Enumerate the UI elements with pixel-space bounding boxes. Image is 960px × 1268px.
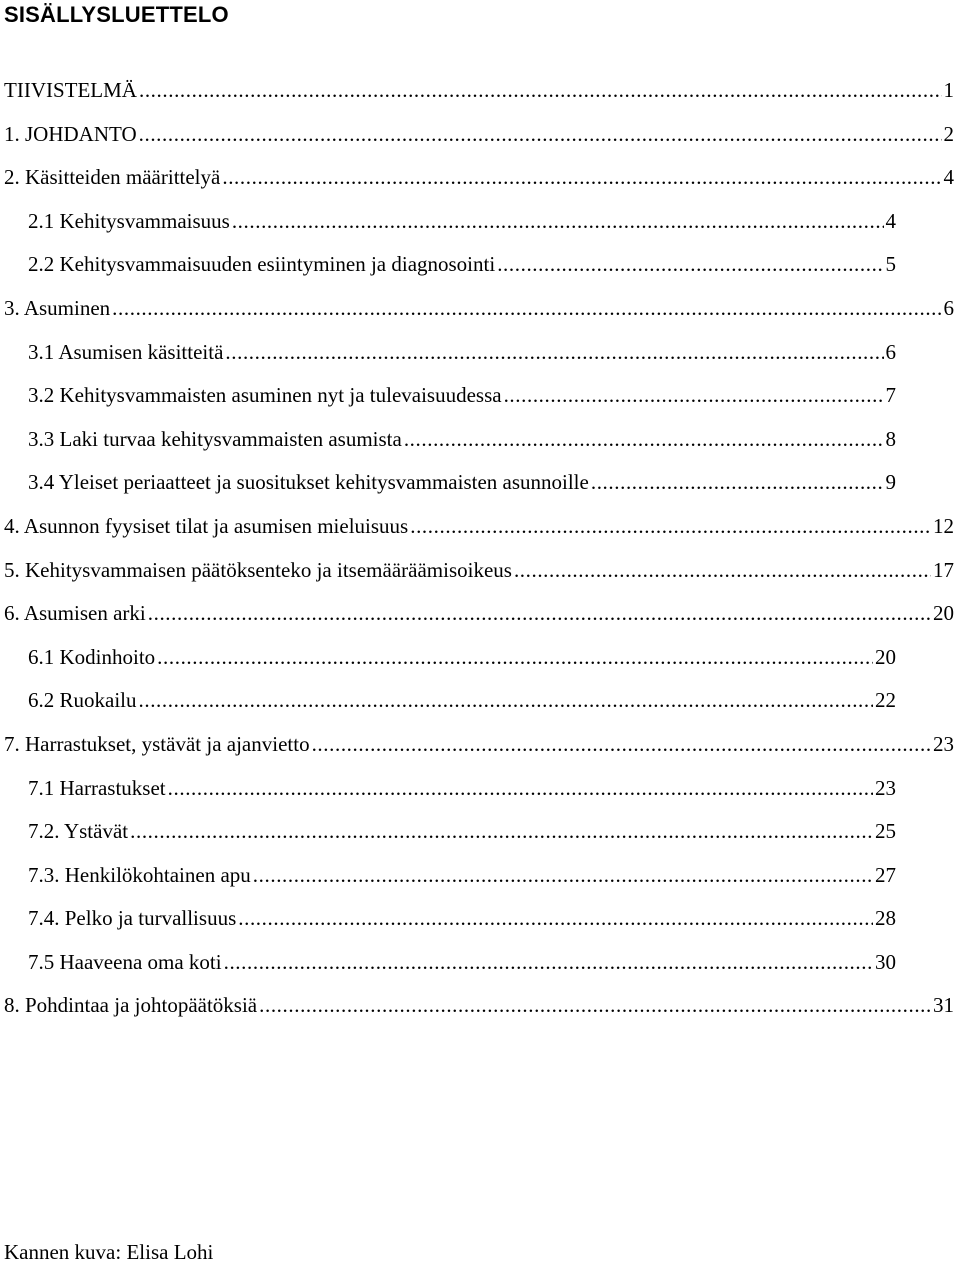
toc-entry[interactable] xyxy=(0,593,960,637)
page-title: SISÄLLYSLUETTELO xyxy=(4,2,229,27)
toc-entry[interactable] xyxy=(0,811,960,855)
toc-entry[interactable] xyxy=(0,550,960,594)
toc-leader-dots xyxy=(259,985,931,1025)
toc-entry[interactable] xyxy=(0,462,960,506)
cover-image-credit: Kannen kuva: Elisa Lohi xyxy=(4,1240,214,1264)
toc-leader-dots xyxy=(238,898,873,938)
toc-leader-dots xyxy=(222,157,941,197)
toc-entry-page-number: 9 xyxy=(885,470,896,495)
toc-entry-label: 2.2 Kehitysvammaisuuden esiintyminen ja diagnosointi xyxy=(28,252,496,277)
toc-entry-label: 7.1 Harrastukset xyxy=(28,775,166,800)
toc-entry-page-number: 27 xyxy=(875,862,896,887)
toc-entry-label: 7. Harrastukset, ystävät ja ajanvietto xyxy=(4,731,310,756)
toc-entry-label: 3.1 Asumisen käsitteitä xyxy=(28,339,224,364)
toc-entry[interactable] xyxy=(0,506,960,550)
toc-leader-dots xyxy=(224,942,873,982)
toc-entry-page-number: 4 xyxy=(943,165,954,190)
toc-entry-page-number: 6 xyxy=(885,339,896,364)
toc-entry-page-number: 12 xyxy=(933,513,954,538)
toc-entry[interactable] xyxy=(0,332,960,376)
toc-leader-dots xyxy=(157,637,873,677)
toc-leader-dots xyxy=(139,680,874,720)
toc-entry-label: 7.5 Haaveena oma koti xyxy=(28,949,222,974)
toc-entry-page-number: 30 xyxy=(875,949,896,974)
toc-entry-page-number: 1 xyxy=(943,78,954,102)
toc-entry[interactable] xyxy=(0,724,960,768)
toc-entry-label: 3.4 Yleiset periaatteet ja suositukset kehitysvammaisten asunnoille xyxy=(28,470,589,495)
toc-entry[interactable] xyxy=(0,244,960,288)
toc-leader-dots xyxy=(497,244,883,284)
toc-entry-page-number: 7 xyxy=(885,383,896,408)
toc-leader-dots xyxy=(232,201,884,241)
toc-leader-dots xyxy=(514,550,931,590)
toc-entry-page-number: 17 xyxy=(933,557,954,582)
toc-entry-page-number: 4 xyxy=(885,208,896,233)
toc-entry-page-number: 5 xyxy=(885,252,896,277)
toc-leader-dots xyxy=(112,288,941,328)
toc-entry[interactable] xyxy=(0,375,960,419)
toc-entry[interactable] xyxy=(0,637,960,681)
toc-entry-page-number: 20 xyxy=(933,601,954,626)
toc-entry-page-number: 31 xyxy=(933,993,954,1018)
toc-entry-label: 7.2. Ystävät xyxy=(28,819,129,844)
toc-entry[interactable] xyxy=(0,114,960,158)
toc-entry-label: 3. Asuminen xyxy=(4,295,111,320)
toc-entry[interactable] xyxy=(0,288,960,332)
toc-leader-dots xyxy=(312,724,931,764)
toc-entry-page-number: 6 xyxy=(943,295,954,320)
toc-entry[interactable] xyxy=(0,157,960,201)
toc-entry[interactable] xyxy=(0,855,960,899)
toc-leader-dots xyxy=(139,70,942,110)
toc-entry[interactable] xyxy=(0,70,960,114)
toc-entry-label: TIIVISTELMÄ xyxy=(4,78,137,102)
toc-entry-page-number: 23 xyxy=(875,775,896,800)
toc-leader-dots xyxy=(404,419,884,459)
toc-leader-dots xyxy=(225,332,883,372)
toc-entry-label: 1. JOHDANTO xyxy=(4,121,137,146)
toc-entry-label: 7.3. Henkilökohtainen apu xyxy=(28,862,251,887)
toc-entry-label: 6. Asumisen arki xyxy=(4,601,146,626)
toc-entry-label: 2.1 Kehitysvammaisuus xyxy=(28,208,230,233)
toc-entry-page-number: 2 xyxy=(943,121,954,146)
toc-leader-dots xyxy=(591,462,884,502)
toc-entry-page-number: 28 xyxy=(875,906,896,931)
toc-leader-dots xyxy=(130,811,873,851)
toc-entry[interactable] xyxy=(0,419,960,463)
toc-leader-dots xyxy=(168,768,873,808)
toc-entry-label: 5. Kehitysvammaisen päätöksenteko ja itsemääräämisoikeus xyxy=(4,557,512,582)
toc-entry-page-number: 25 xyxy=(875,819,896,844)
toc-entry-label: 4. Asunnon fyysiset tilat ja asumisen mieluisuus xyxy=(4,513,409,538)
toc-entry[interactable] xyxy=(0,768,960,812)
toc-entry-label: 3.3 Laki turvaa kehitysvammaisten asumista xyxy=(28,426,402,451)
toc-entry-label: 8. Pohdintaa ja johtopäätöksiä xyxy=(4,993,258,1018)
toc-leader-dots xyxy=(410,506,931,546)
table-of-contents xyxy=(0,70,960,1029)
toc-entry[interactable] xyxy=(0,201,960,245)
toc-entry-label: 6.1 Kodinhoito xyxy=(28,644,156,669)
toc-leader-dots xyxy=(253,855,873,895)
toc-entry[interactable] xyxy=(0,985,960,1029)
toc-leader-dots xyxy=(139,114,942,154)
toc-entry-label: 3.2 Kehitysvammaisten asuminen nyt ja tulevaisuudessa xyxy=(28,383,502,408)
toc-leader-dots xyxy=(504,375,884,415)
toc-entry-label: 2. Käsitteiden määrittelyä xyxy=(4,165,221,190)
toc-entry[interactable] xyxy=(0,680,960,724)
toc-entry[interactable] xyxy=(0,898,960,942)
toc-entry-page-number: 20 xyxy=(875,644,896,669)
toc-entry[interactable] xyxy=(0,942,960,986)
toc-entry-label: 7.4. Pelko ja turvallisuus xyxy=(28,906,237,931)
toc-entry-label: 6.2 Ruokailu xyxy=(28,688,137,713)
toc-leader-dots xyxy=(148,593,931,633)
toc-entry-page-number: 23 xyxy=(933,731,954,756)
toc-entry-page-number: 8 xyxy=(885,426,896,451)
toc-entry-page-number: 22 xyxy=(875,688,896,713)
